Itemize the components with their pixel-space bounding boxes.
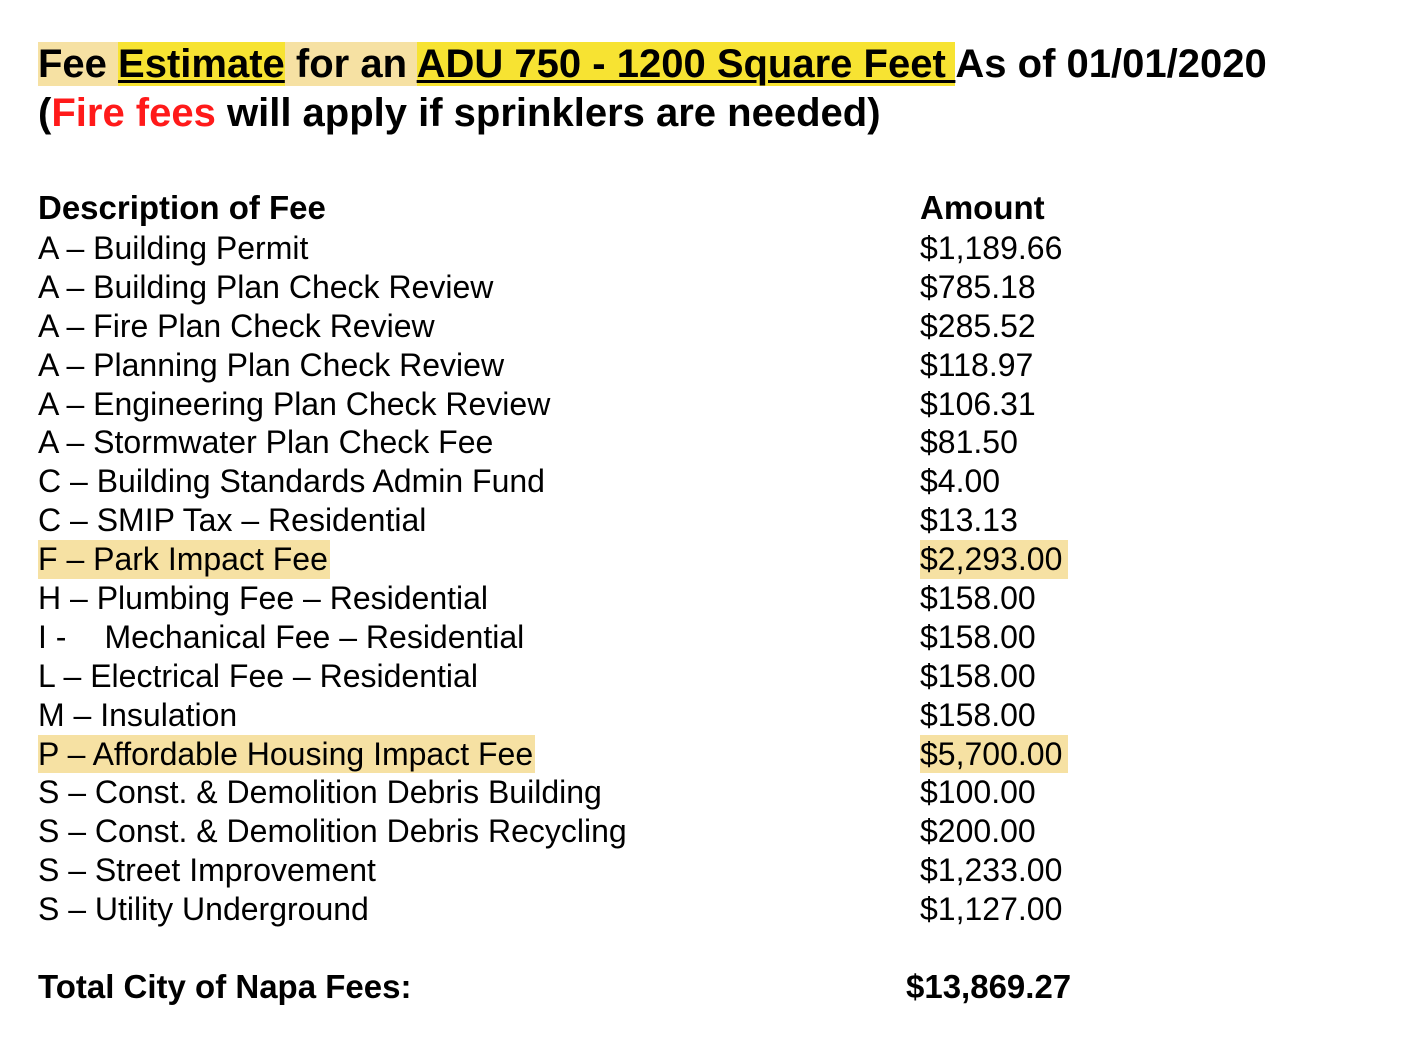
fee-amount: $158.00 xyxy=(920,580,1036,617)
fee-description: L – Electrical Fee – Residential xyxy=(38,657,478,694)
fee-row-plumbing xyxy=(0,579,1410,618)
fee-description: A – Fire Plan Check Review xyxy=(38,307,435,344)
title-fee-segment: Fee xyxy=(38,42,119,86)
fee-row-debris-building xyxy=(0,773,1410,812)
fee-row-engineering-plan-check xyxy=(0,385,1410,424)
fee-amount: $106.31 xyxy=(920,385,1036,422)
fee-row-street-improvement xyxy=(0,851,1410,890)
fee-description: S – Street Improvement xyxy=(38,852,376,889)
fee-amount: $158.00 xyxy=(920,618,1036,655)
fee-description: C – SMIP Tax – Residential xyxy=(38,502,427,539)
fee-description: F – Park Impact Fee xyxy=(38,541,328,578)
fee-row-mechanical xyxy=(0,618,1410,657)
fee-description: Mechanical Fee – Residential xyxy=(104,618,525,655)
fee-amount: $2,293.00 xyxy=(920,540,1068,579)
fee-row-debris-recycling xyxy=(0,812,1410,851)
fee-description-prefix: I - xyxy=(38,618,67,655)
fee-row-fire-plan-check xyxy=(0,307,1410,346)
fee-amount: $1,189.66 xyxy=(920,230,1063,266)
title-adu-size-segment: ADU 750 - 1200 Square Feet xyxy=(416,42,956,86)
fee-description: P – Affordable Housing Impact Fee xyxy=(38,735,534,772)
fee-description-wrapper xyxy=(38,618,526,657)
fee-row-electrical xyxy=(0,657,1410,696)
fee-row-utility-underground xyxy=(0,890,1410,929)
description-column-header: Description of Fee xyxy=(38,189,326,226)
title-for-an-segment: for an xyxy=(284,42,417,86)
fee-amount: $4.00 xyxy=(920,463,1001,500)
title-date-segment: As of 01/01/2020 xyxy=(955,42,1267,86)
document-title xyxy=(38,40,1267,88)
fee-amount: $81.50 xyxy=(920,424,1018,461)
fee-description: M – Insulation xyxy=(38,696,238,733)
total-label: Total City of Napa Fees: xyxy=(38,968,412,1005)
fee-row-planning-plan-check xyxy=(0,346,1410,385)
fee-amount: $785.18 xyxy=(920,268,1036,305)
fee-amount: $13.13 xyxy=(920,502,1018,539)
document-subtitle xyxy=(38,89,881,137)
amount-column-header: Amount xyxy=(920,189,1045,226)
fee-amount: $200.00 xyxy=(920,813,1036,850)
fee-row-building-permit xyxy=(0,229,1410,268)
fee-amount: $158.00 xyxy=(920,657,1036,694)
subtitle-rest: will apply if sprinklers are needed) xyxy=(215,91,881,135)
fee-amount: $158.00 xyxy=(920,696,1036,733)
fee-amount: $5,700.00 xyxy=(920,735,1068,774)
fee-description: A – Building Plan Check Review xyxy=(38,268,494,305)
fee-amount: $1,233.00 xyxy=(920,852,1063,889)
fee-description: A – Stormwater Plan Check Fee xyxy=(38,424,494,461)
fee-row-building-standards-admin xyxy=(0,462,1410,501)
fee-row-insulation xyxy=(0,696,1410,735)
fee-row-stormwater-plan-check xyxy=(0,423,1410,462)
fee-description: C – Building Standards Admin Fund xyxy=(38,463,545,500)
fee-description: S – Const. & Demolition Debris Recycling xyxy=(38,813,627,850)
fee-description: A – Engineering Plan Check Review xyxy=(38,385,551,422)
fee-description: A – Planning Plan Check Review xyxy=(38,346,505,383)
fee-description: S – Const. & Demolition Debris Building xyxy=(38,774,602,811)
fee-row-park-impact xyxy=(0,540,1410,579)
fee-description: H – Plumbing Fee – Residential xyxy=(38,580,489,617)
fee-row-affordable-housing xyxy=(0,735,1410,774)
total-value: $13,869.27 xyxy=(906,968,1072,1005)
fee-row-building-plan-check xyxy=(0,268,1410,307)
subtitle-open-paren: ( xyxy=(38,91,52,135)
fee-amount: $118.97 xyxy=(920,346,1034,383)
fee-description: A – Building Permit xyxy=(38,230,309,266)
title-estimate-segment: Estimate xyxy=(118,42,285,86)
fee-amount: $285.52 xyxy=(920,307,1036,344)
fee-description: S – Utility Underground xyxy=(38,891,369,928)
fee-amount: $1,127.00 xyxy=(920,891,1063,928)
fee-row-smip-tax xyxy=(0,501,1410,540)
subtitle-fire-fees: Fire fees xyxy=(51,91,216,135)
fee-table xyxy=(0,229,1410,929)
fee-amount: $100.00 xyxy=(920,774,1036,811)
